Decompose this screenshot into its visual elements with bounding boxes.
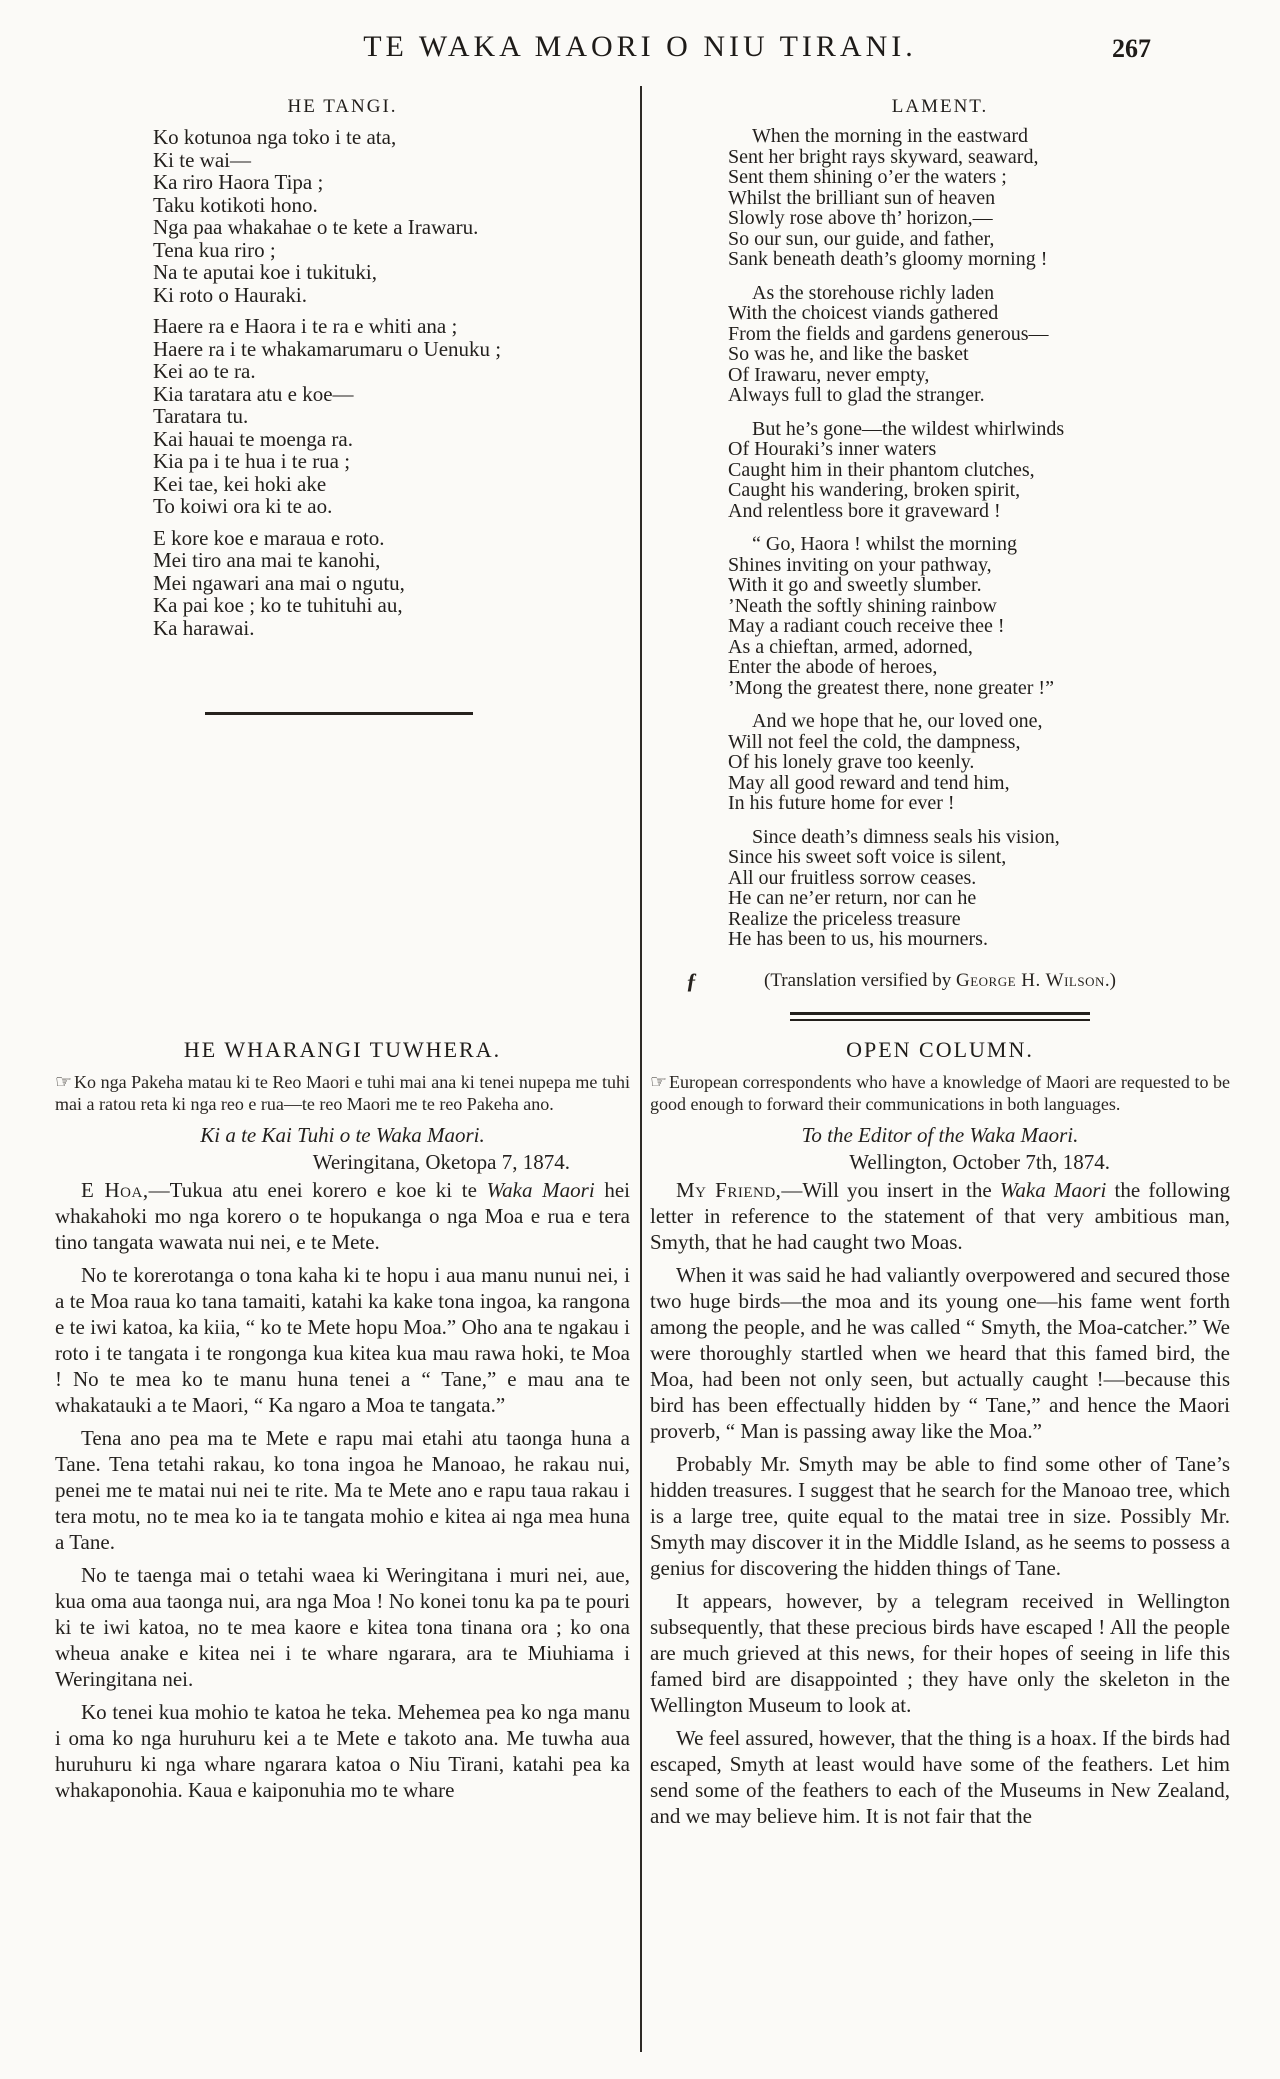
text-run: Waka Maori: [999, 1178, 1107, 1202]
poem-line: Ka riro Haora Tipa ;: [153, 170, 324, 194]
text-run: E Hoa,: [81, 1178, 149, 1202]
poem-line: Taku kotikoti hono.: [153, 192, 318, 217]
poem-line: Sank beneath death’s gloomy morning !: [728, 248, 1048, 270]
open-column-section: [650, 1036, 1230, 1836]
poem-line: Haere ra e Haora i te ra e whiti ana ;: [153, 314, 458, 338]
maori-notice: [55, 1072, 630, 1115]
poem-line: ’Neath the softly shining rainbow: [728, 594, 997, 617]
pointing-hand-icon: ☞: [55, 1071, 73, 1093]
poem-line: Whilst the brilliant sun of heaven: [728, 186, 996, 209]
poem-line: Slowly rose above th’ horizon,—: [728, 207, 993, 229]
maori-notice-text: Ko nga Pakeha matau ki te Reo Maori e tuhi mai ana ki tenei nupepa me tuhi mai a ratou reta ki nga reo e rua—te reo Maori me te reo Pakeha ano.: [55, 1072, 630, 1114]
poem-stanza: [728, 419, 1230, 522]
maori-letter-salutation: Ki a te Kai Tuhi o te Waka Maori.: [200, 1123, 485, 1147]
translator-name: George H. Wilson: [955, 969, 1105, 991]
poem-line: Always full to glad the stranger.: [728, 384, 985, 406]
poem-line: As the storehouse richly laden: [752, 281, 995, 304]
english-letter-dateline: Wellington, October 7th, 1874.: [849, 1150, 1110, 1174]
poem-line: ’Mong the greatest there, none greater !”: [728, 676, 1054, 699]
english-poem: [728, 126, 1230, 950]
lament-heading: LAMENT.: [891, 96, 989, 117]
attribution-text-pre: (Translation versified by: [764, 969, 956, 991]
poem-line: Ki roto o Hauraki.: [153, 282, 307, 307]
poem-stanza: [728, 711, 1230, 814]
poem-line: Ki te wai—: [153, 147, 251, 172]
english-letter-body: [650, 1262, 1230, 1829]
poem-stanza: [728, 534, 1230, 698]
poem-line: So our sun, our guide, and father,: [728, 227, 995, 250]
body-paragraph: Probably Mr. Smyth may be able to find some other of Tane’s hidden treasures. I suggest that he search for the Manoao tree, which is a large tree, quite equal to the matai tree in size. Possibly Mr. Smyth may discover it in the Middle Island, as he seems to possess a genius for discovering the hidden things of Tane.: [650, 1452, 1230, 1580]
poem-line: Tena kua riro ;: [153, 237, 276, 262]
poem-line: And relentless bore it graveward !: [728, 499, 1001, 522]
he-tangi-section: [55, 94, 630, 648]
poem-line: Nga paa whakahae o te kete a Irawaru.: [153, 215, 479, 239]
body-paragraph: No te taenga mai o tetahi waea ki Weringitana i muri nei, aue, kua oma aua taonga nui, ara nga Moa ! No konei tonu ka pa te pouri ki te iwi katoa, no te mea kaore e kitea tona tinana ora ; ko ona wheua anake e kitea nei i te whare ngarara, ara te Miuhiama i Weringitana nei.: [55, 1563, 630, 1691]
text-run: the following letter in reference to the statement of that very ambitious man, Smyth, that he had caught two Moas.: [650, 1178, 1230, 1254]
poem-line: Ko kotunoa nga toko i te ata,: [153, 125, 397, 149]
poem-stanza: [728, 827, 1230, 950]
poem-line: With it go and sweetly slumber.: [728, 574, 982, 596]
english-notice: [650, 1072, 1230, 1115]
text-run: —Will you insert in the: [781, 1178, 1000, 1202]
poem-line: Ka harawai.: [153, 615, 255, 640]
poem-line: Sent them shining o’er the waters ;: [728, 166, 1007, 188]
body-paragraph: Ko tenei kua mohio te katoa he teka. Mehemea pea ko nga manu i oma ko nga huruhuru kei a te Mete e takoto ana. Me tuwha aua huruhuru ki nga whare ngarara katoa o Niu Tirani, katahi pea ka whakaponohia. Kaua e kaiponuhia mo te whare: [55, 1700, 630, 1802]
poem-line: Since death’s dimness seals his vision,: [752, 825, 1060, 848]
poem-line: Enter the abode of heroes,: [728, 656, 938, 678]
he-tangi-heading: HE TANGI.: [287, 96, 398, 117]
poem-line: Mei ngawari ana mai o ngutu,: [153, 570, 405, 595]
poem-line: E kore koe e maraua e roto.: [153, 525, 385, 550]
poem-line: To koiwi ora ki te ao.: [153, 494, 333, 518]
poem-stanza: [153, 315, 630, 518]
poem-line: When the morning in the eastward: [752, 125, 1029, 147]
poem-line: Shines inviting on your pathway,: [728, 553, 992, 576]
english-letter-salutation: To the Editor of the Waka Maori.: [801, 1123, 1079, 1147]
poem-line: Of Houraki’s inner waters: [728, 438, 937, 460]
poem-line: Of his lonely grave too keenly.: [728, 751, 975, 773]
poem-line: Caught his wandering, broken spirit,: [728, 479, 1021, 501]
poem-line: Na te aputai koe i tukituki,: [153, 260, 377, 284]
poem-line: He has been to us, his mourners.: [728, 928, 988, 950]
body-paragraph: It appears, however, by a telegram received in Wellington subsequently, that these precious birds have escaped ! All the people are much grieved at this news, for their hopes of seeing in life this famed bird are disappointed ; they have only the skeleton in the Wellington Museum to look at.: [650, 1589, 1230, 1717]
page-number: 267: [1112, 34, 1151, 63]
open-column-heading: OPEN COLUMN.: [846, 1037, 1034, 1062]
maori-poem: [153, 126, 630, 639]
attribution-text-post: .): [1104, 969, 1116, 991]
text-run: —Tukua atu enei korero e koe ki te: [148, 1178, 487, 1202]
ink-blot-mark: ƒ: [686, 967, 697, 993]
maori-letter-opening-paragraph: [55, 1177, 630, 1255]
poem-line: Sent her bright rays skyward, seaward,: [728, 145, 1039, 168]
masthead-title: TE WAKA MAORI O NIU TIRANI.: [363, 30, 917, 63]
poem-line: In his future home for ever !: [728, 792, 955, 814]
poem-stanza: [728, 283, 1230, 406]
poem-line: “ Go, Haora ! whilst the morning: [752, 533, 1017, 555]
english-notice-text: European correspondents who have a knowledge of Maori are requested to be good enough to forward their communications in both languages.: [650, 1072, 1230, 1114]
maori-letter-dateline: Weringitana, Oketopa 7, 1874.: [312, 1150, 570, 1174]
poem-line: And we hope that he, our loved one,: [752, 710, 1043, 732]
poem-line: Kei ao te ra.: [153, 359, 256, 383]
wharangi-tuwhera-section: [55, 1036, 630, 1810]
translation-attribution: [650, 967, 1230, 993]
poem-line: With the choicest viands gathered: [728, 302, 999, 324]
body-paragraph: When it was said he had valiantly overpowered and secured those two huge birds—the moa and its young one—his fame went forth among the people, and he was called “ Smyth, the Moa-catcher.” We were thoroughly startled when we heard that this famed bird, the Moa, had been not only seen, but actually caught !—because this bird has been effectually hidden by “ Tane,” and hence the Maori proverb, “ Man is passing away like the Moa.”: [650, 1263, 1230, 1443]
poem-line: Kia pa i te hua i te rua ;: [153, 449, 351, 473]
open-column-double-rule: [790, 1012, 1090, 1021]
english-letter-opening-paragraph: [650, 1177, 1230, 1255]
maori-letter-body: [55, 1262, 630, 1803]
poem-line: Mei tiro ana mai te kanohi,: [153, 548, 381, 572]
poem-line: But he’s gone—the wildest whirlwinds: [752, 417, 1065, 440]
body-paragraph: We feel assured, however, that the thing is a hoax. If the birds had escaped, Smyth at least would have some of the feathers. Let him send some of the feathers to each of the Museums in New Zealand, and we may believe him. It is not fair that the: [650, 1726, 1230, 1828]
text-run: Waka Maori: [486, 1178, 595, 1202]
poem-line: Caught him in their phantom clutches,: [728, 458, 1035, 481]
lament-section: [650, 94, 1230, 992]
poem-line: Taratara tu.: [153, 404, 249, 428]
poem-line: Realize the priceless treasure: [728, 907, 961, 930]
poem-line: Kia taratara atu e koe—: [153, 381, 354, 406]
column-divider-rule: [640, 86, 642, 2052]
poem-line: Ka pai koe ; ko te tuhituhi au,: [153, 593, 403, 617]
pointing-hand-icon: ☞: [650, 1071, 668, 1093]
poem-line: So was he, and like the basket: [728, 343, 969, 365]
text-run: My Friend,: [676, 1178, 782, 1202]
body-paragraph: No te korerotanga o tona kaha ki te hopu i aua manu nunui nei, i a te Moa raua ko tana tamaiti, katahi ka kake tona ingoa, ka rangona e te iwi katoa, ka kiia, “ ko te Mete hopu Moa.” Oho ana te ngakau i roto i te tangata i te rongonga kua kitea kua mau rawa hoki, te Moa ! No te mea ko te manu huna tenei a “ Tane,” e mau ana te whakatauki a te Maori, “ Ka ngaro a Moa te tangata.”: [55, 1263, 630, 1417]
body-paragraph: Tena ano pea ma te Mete e rapu mai etahi atu taonga huna a Tane. Tena tetahi rakau, ko tona ingoa he Manoao, he rakau nui, penei me te matai nui nei te rite. Ma te Mete ano e rapu taua rakau i tera motu, no te mea ko ia te tangata mohio e kitea ai nga mea huna a Tane.: [55, 1426, 630, 1554]
poem-line: Since his sweet soft voice is silent,: [728, 846, 1007, 868]
poem-line: May all good reward and tend him,: [728, 771, 1010, 794]
poem-line: Of Irawaru, never empty,: [728, 363, 930, 386]
text-run: hei whakahoki mo nga korero o te hopukanga o nga Moa e rua e tera tino tangata wawata nui nei, e te Mete.: [55, 1178, 630, 1254]
poem-line: As a chieftan, armed, adorned,: [728, 635, 973, 658]
wharangi-heading: HE WHARANGI TUWHERA.: [183, 1037, 502, 1062]
poem-line: Will not feel the cold, the dampness,: [728, 730, 1021, 753]
left-section-rule: [205, 712, 473, 715]
poem-line: Kei tae, kei hoki ake: [153, 471, 327, 496]
poem-stanza: [153, 126, 630, 306]
poem-line: Haere ra i te whakamarumaru o Uenuku ;: [153, 336, 502, 361]
poem-line: All our fruitless sorrow ceases.: [728, 866, 977, 889]
poem-line: Kai hauai te moenga ra.: [153, 426, 353, 451]
poem-stanza: [728, 126, 1230, 270]
poem-stanza: [153, 527, 630, 640]
poem-line: He can ne’er return, nor can he: [728, 887, 977, 909]
poem-line: May a radiant couch receive thee !: [728, 615, 1005, 637]
poem-line: From the fields and gardens generous—: [728, 322, 1049, 345]
